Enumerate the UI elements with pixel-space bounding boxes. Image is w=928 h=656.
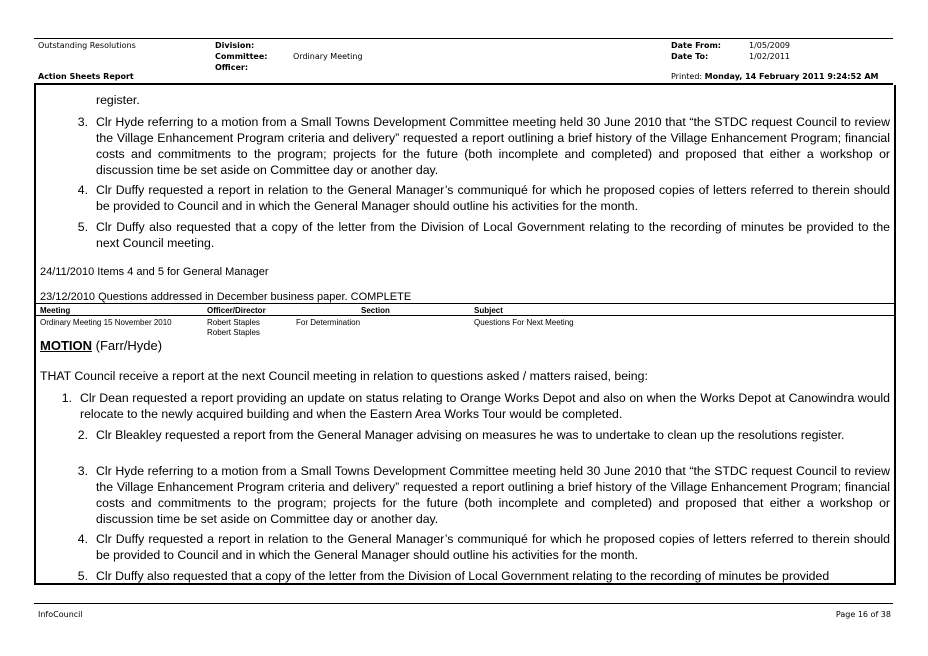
list-item: Clr Duffy also requested that a copy of the letter from the Division of Local Government relating to the recording of minutes be provided to the next Council meeting. — [96, 220, 890, 250]
officer-label: Officer: — [215, 63, 249, 72]
list-item: Clr Bleakley requested a report from the General Manager advising on measures he was to undertake to clean up the resolutions register. — [96, 428, 845, 442]
list-item: Clr Dean requested a report providing an update on status relating to Orange Works Depot and also on when the Works Depot at Canowindra would relocate to the newly acquired building and when the Eastern Area Works Tour would be completed. — [80, 391, 890, 421]
item-number: 3. — [77, 115, 88, 129]
column-header-subject: Subject — [474, 306, 503, 315]
item-number: 1. — [61, 391, 72, 405]
column-header-section: Section — [361, 306, 390, 315]
table-divider — [36, 315, 894, 316]
report-title: Action Sheets Report — [38, 72, 134, 81]
item-number: 4. — [77, 183, 88, 197]
list-item: Clr Duffy requested a report in relation to the General Manager’s communiqué for which he proposed copies of letters referred to therein should be provided to Council and in which the General Manager should outline his activities for the month. — [96, 532, 890, 562]
date-from-value: 1/05/2009 — [749, 41, 791, 50]
committee-value: Ordinary Meeting — [293, 52, 363, 61]
report-header — [34, 38, 893, 85]
cell-meeting: Ordinary Meeting 15 November 2010 — [40, 318, 172, 327]
division-label: Division: — [215, 41, 255, 50]
motion-heading — [40, 338, 162, 354]
continued-text: register. — [96, 93, 140, 107]
column-header-officer: Officer/Director — [207, 306, 266, 315]
action-note: 23/12/2010 Questions addressed in December business paper. COMPLETE — [40, 291, 412, 303]
motion-label: MOTION — [40, 338, 92, 353]
cell-officer: Robert Staples — [207, 318, 260, 327]
page-footer — [34, 603, 893, 619]
cell-director: Robert Staples — [207, 328, 260, 337]
motion-movers: (Farr/Hyde) — [95, 338, 163, 353]
report-type: Outstanding Resolutions — [38, 41, 136, 50]
date-to-value: 1/02/2011 — [749, 52, 791, 61]
item-number: 5. — [77, 220, 88, 234]
item-number: 4. — [77, 532, 88, 546]
action-note: 24/11/2010 Items 4 and 5 for General Manager — [40, 266, 269, 278]
motion-intro: THAT Council receive a report at the next Council meeting in relation to questions asked / matters raised, being: — [40, 369, 648, 383]
printed-label: Printed: — [671, 72, 703, 81]
printed-value: Monday, 14 February 2011 9:24:52 AM — [704, 72, 879, 81]
resolutions-body — [34, 85, 896, 585]
column-header-meeting: Meeting — [40, 306, 71, 315]
printed-stamp — [671, 72, 879, 82]
list-item: Clr Duffy requested a report in relation to the General Manager’s communiqué for which he proposed copies of letters referred to therein should be provided to Council and in which the General Manager should outline his activities for the month. — [96, 183, 890, 213]
footer-app-name: InfoCouncil — [38, 610, 83, 619]
item-number: 3. — [77, 464, 88, 478]
list-item: Clr Hyde referring to a motion from a Small Towns Development Committee meeting held 30 June 2010 that “the STDC request Council to review the Village Enhancement Program criteria and delivery” requested a report outlining a brief history of the Village Enhancement Program; financial costs and commitments to the program; projects for the future (both incomplete and completed) and proposed that either a workshop or discussion time be set aside on Committee day or another day. — [96, 115, 890, 177]
item-number: 5. — [77, 569, 88, 583]
committee-label: Committee: — [215, 52, 268, 61]
page-number: Page 16 of 38 — [835, 610, 891, 619]
cell-section: For Determination — [296, 318, 361, 327]
cell-subject: Questions For Next Meeting — [474, 318, 574, 327]
date-from-label: Date From: — [671, 41, 722, 50]
list-item: Clr Hyde referring to a motion from a Small Towns Development Committee meeting held 30 June 2010 that “the STDC request Council to review the Village Enhancement Program criteria and delivery” requested a report outlining a brief history of the Village Enhancement Program; financial costs and commitments to the program; projects for the future (both incomplete and completed) and proposed that either a workshop or discussion time be set aside on Committee day or another day. — [96, 464, 890, 526]
date-to-label: Date To: — [671, 52, 709, 61]
table-divider — [36, 303, 894, 304]
list-item: Clr Duffy also requested that a copy of the letter from the Division of Local Government relating to the recording of minutes be provided — [96, 569, 830, 583]
item-number: 2. — [77, 428, 88, 442]
